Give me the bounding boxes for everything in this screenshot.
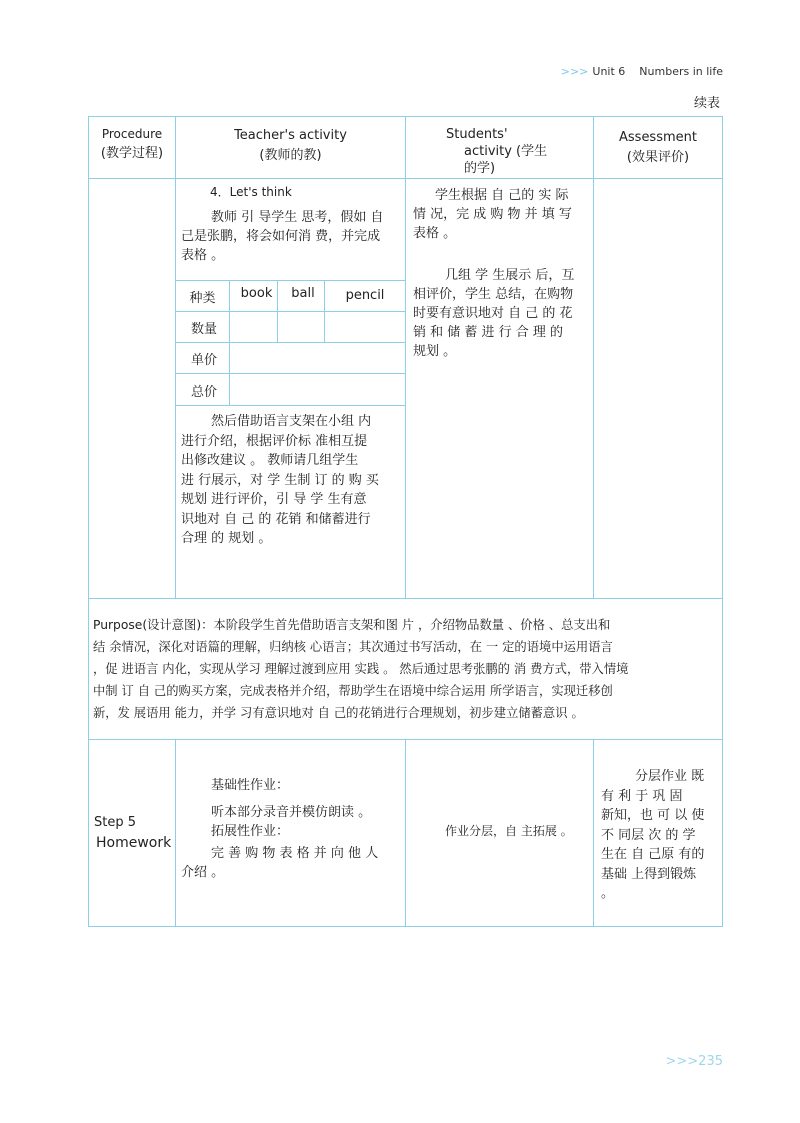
purpose-text [93,614,721,724]
purpose-line: 中制 订 自 己的购买方案，完成表格并介绍，帮助学生在语境中综合运用 所学语言，实现迁移创 [93,684,613,698]
header-unit: Unit 6 [592,65,626,78]
homework-label: Homework [96,835,172,851]
teacher-intro-line: 己是张鹏，将会如何消 费，并完成 [181,229,381,244]
assessment-line: 有 利 于 巩 固 [601,788,683,804]
teacher-intro [181,208,403,265]
shopping-row-label: 数量 [190,322,217,337]
students-line1: Students' [446,127,508,142]
ext-title: 拓展性作业： [211,824,290,839]
ext-task: 完 善 购 物 表 格 并 向 他 人 [211,846,379,861]
ext-task: 介绍 。 [181,865,225,880]
shopping-row-label: 单价 [190,353,217,368]
table-border-left [88,116,89,927]
students-line: 销 和 储 蓄 进 行 合 理 的 [413,325,564,340]
shopping-row-label: 总价 [190,385,217,400]
header-teacher [176,126,405,166]
page-number: >>>235 [665,1054,723,1069]
procedure-en: Procedure [101,127,163,141]
teacher-cn: (教师的教) [259,148,322,163]
students-line: 学生根据 自 己的 实 际 [435,188,569,203]
continued-label: 续表 [693,96,720,111]
teacher-after-line: 合理 的 规划 。 [181,531,272,546]
shopping-table-line [176,405,405,406]
header-title: Numbers in life [639,65,723,78]
students-line: 规划 。 [413,344,457,359]
students-line: 相评价，学生 总结，在购物 [413,287,574,302]
teacher-after-text [181,412,403,549]
students-line3: 的学) [464,161,496,176]
students-line2: activity (学生 [464,144,548,159]
col-divider-2b [405,739,406,927]
col-divider-2 [405,116,406,599]
shopping-table-line [176,280,405,281]
col-divider-3 [593,116,594,599]
shopping-header-cell: pencil [345,288,385,303]
teacher-after-line: 进行介绍，根据评价标 准相互提 [181,433,368,449]
purpose-line: Purpose(设计意图)：本阶段学生首先借助语言支架和图 片 ，介绍物品数量 、价格 、总支出和 [93,618,611,632]
assessment-line: 。 [601,886,615,901]
header-students [406,126,593,177]
basic-task: 听本部分录音并模仿朗读 。 [211,805,372,820]
shopping-header-cell: ball [291,286,315,301]
teacher-intro-line: 教师 引 导学生 思考，假如 自 [211,210,384,225]
students-line: 时要有意识地对 自 己 的 花 [413,306,573,321]
purpose-line: 新，发 展语用 能力，并学 习有意识地对 自 己的花销进行合理规划，初步建立储蓄意识 。 [93,706,584,720]
shopping-header-cell: book [240,286,273,301]
assessment-line: 分层作业 既 [635,769,705,784]
shopping-header-cell: 种类 [189,291,216,306]
running-header [561,65,723,78]
assessment-line: 基础 上得到锻炼 [601,866,697,882]
teacher-after-line: 进 行展示，对 学 生制 订 的 购 买 [181,472,379,488]
header-procedure [89,124,175,164]
students-homework: 作业分层，自 主拓展 。 [445,824,573,838]
table-border-right [722,116,723,927]
shopping-table-line [176,373,405,374]
teacher-after-line: 规划 进行评价，引 导 学 生有意 [181,492,367,507]
teacher-heading: 4．Let's think [210,185,292,199]
assessment-en: Assessment [619,130,697,145]
students-text-2 [413,266,591,361]
step-label: Step 5 [94,815,137,830]
assessment-cn: (效果评价) [626,150,690,165]
assessment-line: 新知，也 可 以 使 [601,808,705,823]
basic-title: 基础性作业： [211,778,290,793]
purpose-line: ，促 进语言 内化，实现从学习 理解过渡到应用 实践 。 然后通过思考张鹏的 消 费方式，带入情境 [93,662,629,676]
teacher-after-line: 识地对 自 己 的 花销 和储蓄进行 [181,511,371,527]
teacher-intro-line: 表格 。 [181,248,225,263]
assessment-homework [601,767,719,904]
col-divider-1b [175,739,176,927]
shopping-table-line [176,342,405,343]
purpose-line: 结 余情况，深化对语篇的理解，归纳核 心语言；其次通过书写活动，在 一 定的语境中运用语言 [93,640,613,654]
students-line: 情 况，完 成 购 物 并 填 写 [413,207,572,222]
students-line: 几组 学 生展示 后，互 [445,268,575,283]
teacher-after-line: 出修改建议 。 教师请几组学生 [181,453,359,468]
assessment-line: 不 同层 次 的 学 [601,827,696,843]
shopping-table-line [176,311,405,312]
students-line: 表格 。 [413,226,457,241]
homework-text [181,776,403,882]
procedure-cn: (教学过程) [100,146,164,161]
assessment-line: 生在 自 己原 有的 [601,847,705,862]
header-assessment [594,128,722,168]
teacher-en: Teacher's activity [234,128,347,143]
col-divider-3b [593,739,594,927]
teacher-after-line: 然后借助语言支架在小组 内 [211,414,372,429]
header-arrows: >>> [560,65,589,78]
students-text-1 [413,186,591,243]
